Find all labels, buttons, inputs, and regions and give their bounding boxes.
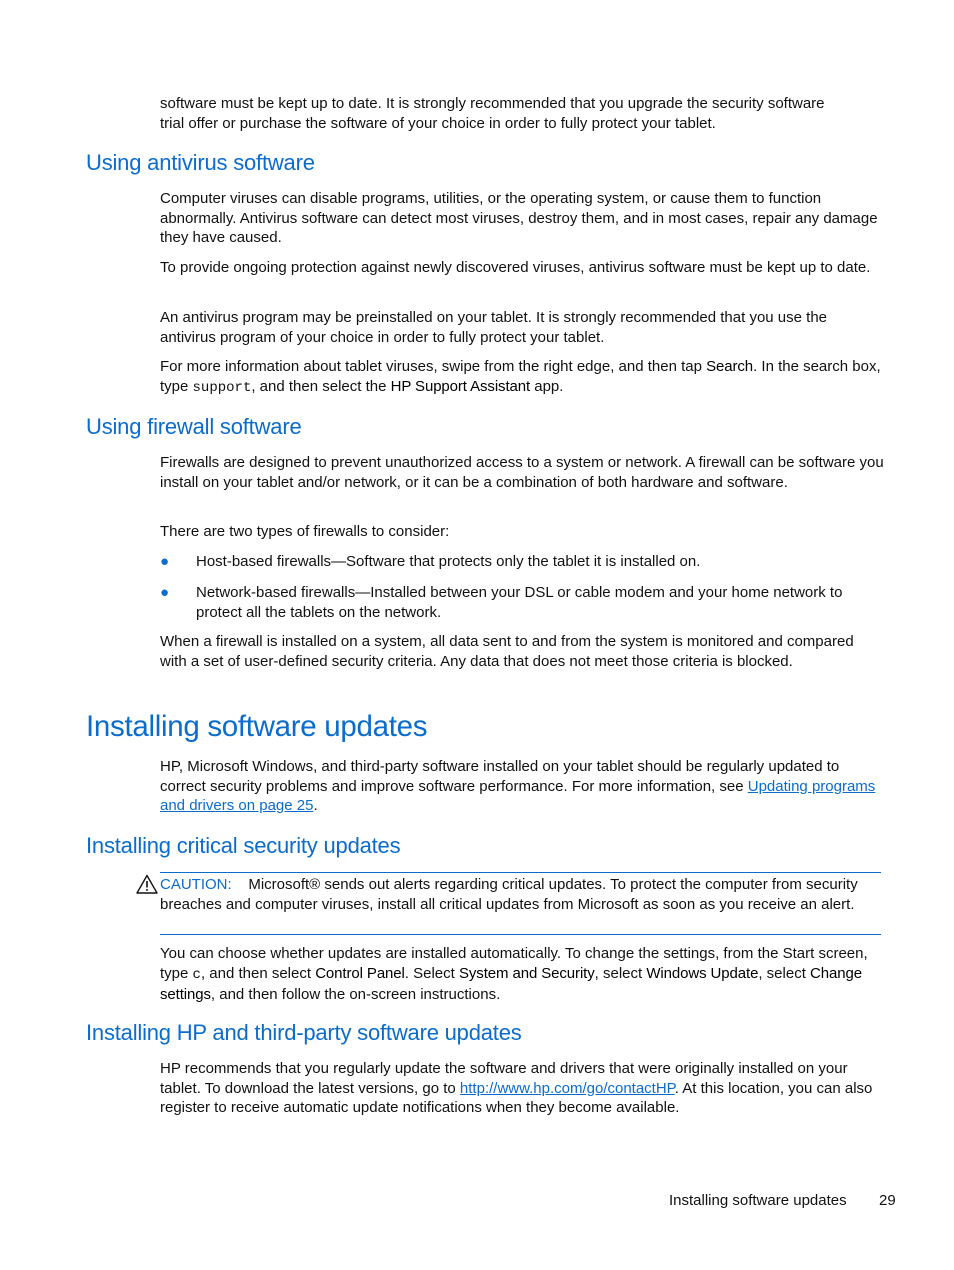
antivirus-p4-text-c: , and then select the bbox=[251, 377, 391, 395]
critical-updates-heading: Installing critical security updates bbox=[86, 833, 401, 858]
updates-p1-end: . bbox=[313, 797, 318, 814]
updating-programs-link[interactable]: Updating programs and drivers on page 25 bbox=[160, 777, 876, 814]
antivirus-p4-text-a: For more information about tablet viruses, swipe from the right edge, and then tap bbox=[160, 358, 707, 375]
antivirus-paragraph-3: An antivirus program may be preinstalled on your tablet. It is strongly recommended that you use the antivirus program of your choice in order to fully protect your tablet. bbox=[160, 309, 828, 346]
critical-text-b: , and then select bbox=[200, 964, 316, 982]
hp-updates-paragraph bbox=[160, 1059, 884, 1118]
antivirus-paragraph-1: Computer viruses can disable programs, utilities, or the operating system, or cause them to function abnormally. Antivirus software can detect most viruses, destroy them, and in most cases, repair any damage they have caused. bbox=[160, 190, 878, 246]
contact-hp-link[interactable]: http://www.hp.com/go/contactHP bbox=[459, 1079, 675, 1097]
firewall-heading: Using firewall software bbox=[86, 414, 302, 439]
caution-top-rule bbox=[160, 872, 881, 873]
firewall-paragraph-3: When a firewall is installed on a system, all data sent to and from the system is monitored and compared with a set of user-defined security criteria. Any data that does not meet those criteria is blocked. bbox=[160, 633, 854, 670]
antivirus-p4-text-d: app. bbox=[530, 377, 564, 395]
critical-text-c: . Select bbox=[404, 964, 459, 982]
critical-text-a: You can choose whether updates are installed automatically. To change the settings, from the Start screen, type bbox=[160, 945, 868, 982]
antivirus-paragraph-4 bbox=[160, 357, 884, 398]
critical-text-d: , select bbox=[594, 964, 647, 982]
page-number: 29 bbox=[879, 1192, 896, 1209]
intro-line-2: trial offer or purchase the software of your choice in order to fully protect your tablet. bbox=[160, 114, 716, 132]
bullet-icon: ● bbox=[160, 553, 170, 570]
updates-heading: Installing software updates bbox=[86, 710, 428, 743]
firewall-paragraph-1: Firewalls are designed to prevent unauthorized access to a system or network. A firewall can be software you install on your tablet and/or network, or it can be a combination of both hardware and software. bbox=[160, 454, 884, 491]
firewall-bullet-1: Host-based firewalls—Software that protects only the tablet it is installed on. bbox=[196, 553, 701, 570]
caution-label: CAUTION: bbox=[160, 876, 232, 893]
control-panel-label: Control Panel bbox=[315, 964, 405, 982]
updates-paragraph bbox=[160, 757, 884, 816]
hp-updates-heading: Installing HP and third-party software updates bbox=[86, 1020, 522, 1045]
firewall-bullet-2: Network-based firewalls—Installed between your DSL or cable modem and your home network to protect all the tablets on the network. bbox=[196, 584, 843, 621]
caution-text: Microsoft® sends out alerts regarding critical updates. To protect the computer from security breaches and computer viruses, install all critical updates from Microsoft as soon as you receive an alert. bbox=[160, 876, 858, 913]
footer-section-title: Installing software updates bbox=[669, 1192, 847, 1209]
caution-warning-icon bbox=[136, 874, 158, 894]
caution-bottom-rule bbox=[160, 934, 881, 935]
c-command: c bbox=[192, 966, 201, 983]
hp-updates-text-b: . At this location, you can also register to receive automatic update notifications when they become available. bbox=[160, 1079, 873, 1116]
antivirus-paragraph-2: To provide ongoing protection against newly discovered viruses, antivirus software must be kept up to date. bbox=[160, 259, 871, 276]
windows-update-label: Windows Update bbox=[646, 964, 759, 982]
critical-text-e: , select bbox=[758, 964, 811, 982]
antivirus-heading: Using antivirus software bbox=[86, 150, 315, 175]
hp-support-assistant-label: HP Support Assistant bbox=[390, 377, 531, 395]
firewall-paragraph-2: There are two types of firewalls to consider: bbox=[160, 523, 450, 540]
intro-line-1: software must be kept up to date. It is strongly recommended that you upgrade the security software bbox=[160, 95, 825, 112]
caution-note bbox=[160, 875, 881, 914]
hp-updates-text-a: HP recommends that you regularly update the software and drivers that were originally installed on your tablet. To download the latest versions, go to bbox=[160, 1060, 848, 1097]
intro-paragraph bbox=[160, 94, 884, 133]
search-charm-label: Search bbox=[706, 358, 754, 375]
bullet-icon: ● bbox=[160, 584, 170, 601]
change-settings-label: Change settings bbox=[160, 964, 862, 1003]
system-and-security-label: System and Security bbox=[458, 964, 595, 982]
critical-text-f: , and then follow the on-screen instructions. bbox=[210, 986, 501, 1003]
critical-paragraph bbox=[160, 944, 884, 1005]
updates-p1-text: HP, Microsoft Windows, and third-party software installed on your tablet should be regularly updated to correct security problems and improve software performance. For more information, see bbox=[160, 758, 840, 795]
antivirus-p4-text-b: . In the search box, type bbox=[160, 358, 881, 395]
support-command: support bbox=[192, 379, 252, 396]
